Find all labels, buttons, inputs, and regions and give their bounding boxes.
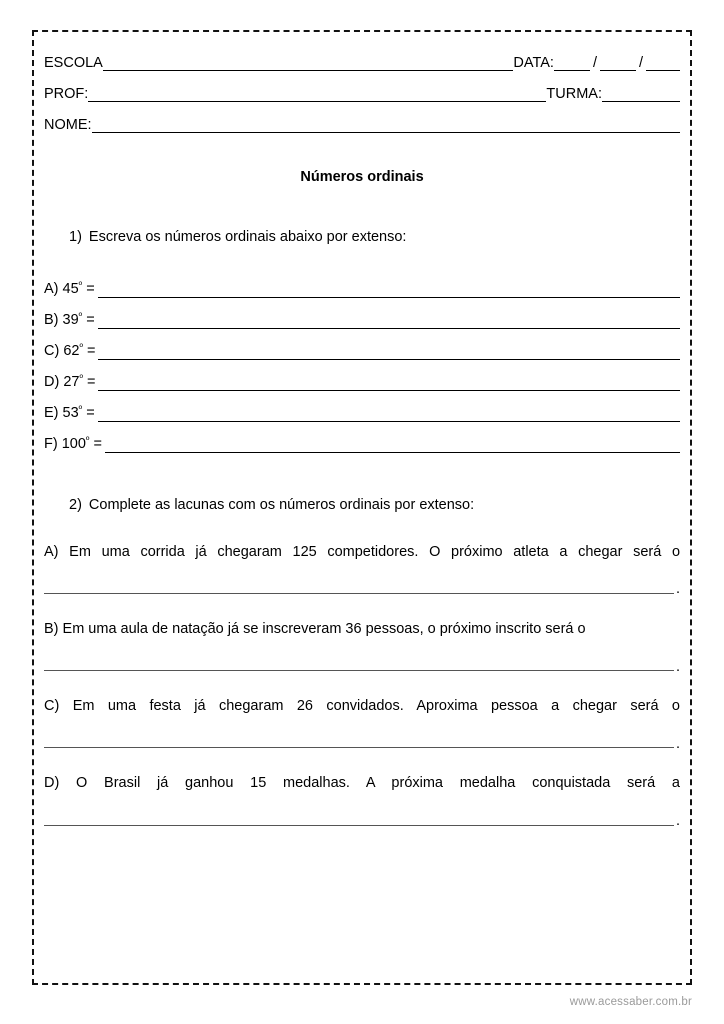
item-label: C) $62^º$ = xyxy=(44,342,96,359)
item-answer-row xyxy=(44,735,680,752)
item-answer-line[interactable] xyxy=(105,438,680,453)
class-input-line[interactable] xyxy=(602,87,680,102)
teacher-class-row xyxy=(44,71,680,102)
student-name-label: NOME: xyxy=(44,116,92,133)
exercise-2-number: 2) xyxy=(69,497,82,513)
item-answer-line[interactable] xyxy=(98,407,680,422)
item-end-mark: . xyxy=(675,658,680,675)
item-end-mark: . xyxy=(675,735,680,752)
exercise-1-items xyxy=(44,267,680,453)
worksheet-content xyxy=(44,40,680,975)
item-end-mark: . xyxy=(675,812,680,829)
item-answer-row xyxy=(44,658,680,675)
list-item xyxy=(44,543,681,598)
item-answer-line[interactable] xyxy=(44,660,674,671)
page-title: Números ordinais xyxy=(300,169,424,185)
exercise-1-heading xyxy=(69,229,680,245)
exercise-1-number: 1) xyxy=(69,229,82,245)
item-answer-line[interactable] xyxy=(44,737,674,748)
date-month-input-line[interactable] xyxy=(600,56,636,71)
school-input-line[interactable] xyxy=(103,56,514,71)
date-year-input-line[interactable] xyxy=(646,56,680,71)
list-item xyxy=(44,329,680,360)
date-separator-1: / xyxy=(592,54,597,71)
exercise-2-prompt: Complete as lacunas com os números ordinais por extenso: xyxy=(88,497,475,513)
item-answer-line[interactable] xyxy=(98,314,680,329)
item-answer-line[interactable] xyxy=(44,815,674,826)
list-item xyxy=(44,697,681,752)
item-answer-line[interactable] xyxy=(98,345,680,360)
item-label: A) $45^º$ = xyxy=(44,280,95,297)
date-label: DATA: xyxy=(513,54,554,71)
item-answer-row xyxy=(44,581,680,598)
item-label: D) $27^º$ = xyxy=(44,373,96,390)
list-item xyxy=(44,391,680,422)
school-label: ESCOLA xyxy=(44,54,103,71)
student-name-row xyxy=(44,102,680,133)
item-statement: D) O Brasil já ganhou 15 medalhas. A próxima medalha conquistada será a xyxy=(44,775,680,792)
item-statement: A) Em uma corrida já chegaram 125 competidores. O próximo atleta a chegar será o xyxy=(44,544,681,560)
footer-watermark: www.acessaber.com.br xyxy=(569,996,692,1008)
item-answer-row xyxy=(44,812,680,829)
student-name-input-line[interactable] xyxy=(92,118,680,133)
list-item xyxy=(44,422,680,453)
teacher-label: PROF: xyxy=(44,85,89,102)
exercise-1-prompt: Escreva os números ordinais abaixo por extenso: xyxy=(88,229,407,245)
teacher-input-line[interactable] xyxy=(88,87,546,102)
list-item xyxy=(44,298,680,329)
item-statement: B) Em uma aula de natação já se inscreveram 36 pessoas, o próximo inscrito será o xyxy=(44,621,586,638)
list-item xyxy=(44,267,680,298)
item-answer-line[interactable] xyxy=(44,583,674,594)
list-item xyxy=(44,620,680,675)
item-label: F) $100^º$ = xyxy=(44,435,102,452)
item-answer-line[interactable] xyxy=(98,376,680,391)
school-date-row xyxy=(44,40,680,71)
item-end-mark: . xyxy=(675,581,680,598)
list-item xyxy=(44,360,680,391)
date-day-input-line[interactable] xyxy=(554,56,590,71)
list-item xyxy=(44,774,680,829)
item-label: E) $53^º$ = xyxy=(44,404,95,421)
class-label: TURMA: xyxy=(546,85,602,102)
exercise-2-heading xyxy=(69,497,680,513)
item-answer-line[interactable] xyxy=(98,283,680,298)
item-label: B) $39^º$ = xyxy=(44,311,95,328)
date-separator-2: / xyxy=(638,54,643,71)
item-statement: C) Em uma festa já chegaram 26 convidados. Aproxima pessoa a chegar será o xyxy=(44,698,681,715)
worksheet-frame xyxy=(32,30,692,985)
